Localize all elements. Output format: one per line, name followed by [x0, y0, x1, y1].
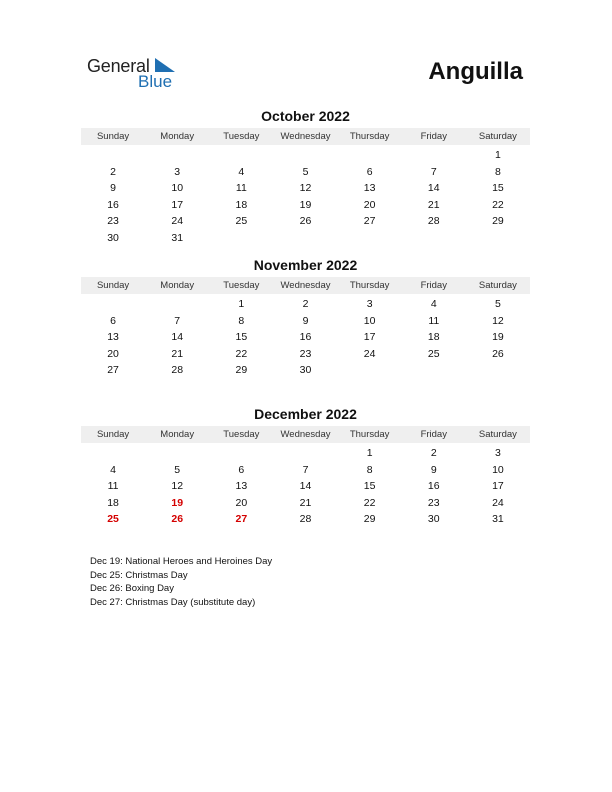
weekday-label: Thursday	[349, 280, 390, 291]
holiday-note: Dec 26: Boxing Day	[90, 583, 174, 595]
week-row	[81, 362, 530, 379]
day-cell: 11	[428, 314, 440, 327]
weekday-label: Thursday	[349, 429, 390, 440]
day-cell: 6	[366, 165, 373, 178]
day-cell: 13	[107, 331, 119, 344]
month-title: December 2022	[254, 406, 357, 422]
week-row	[81, 329, 530, 346]
weekday-label: Tuesday	[223, 280, 260, 291]
day-cell	[466, 230, 530, 247]
holiday-note: Dec 19: National Heroes and Heroines Day	[90, 556, 273, 567]
day-cell: 2	[430, 447, 437, 459]
day-cell: 30	[107, 231, 119, 244]
day-cell: 23	[299, 347, 312, 360]
day-cell: 27	[235, 513, 248, 526]
week-row	[81, 180, 530, 197]
week-row	[81, 445, 530, 462]
day-cell: 23	[427, 496, 440, 509]
day-cell: 26	[492, 347, 504, 360]
day-cell: 18	[235, 198, 248, 211]
day-cell: 13	[363, 182, 376, 195]
day-cell: 26	[299, 215, 312, 228]
day-cell: 2	[302, 298, 309, 310]
day-cell: 1	[238, 298, 245, 310]
day-cell: 8	[366, 463, 373, 476]
day-cell: 12	[171, 480, 184, 493]
day-cell	[145, 296, 209, 313]
day-cell: 24	[171, 215, 184, 228]
day-cell: 6	[238, 463, 245, 476]
day-cell: 27	[363, 215, 376, 228]
day-cell: 8	[494, 165, 501, 178]
week-row	[81, 197, 530, 214]
country-title: Anguilla	[428, 58, 523, 85]
day-cell: 31	[171, 231, 184, 244]
day-cell: 3	[494, 447, 501, 459]
weekday-label: Tuesday	[223, 429, 260, 440]
day-cell	[402, 230, 466, 247]
day-cell: 14	[299, 480, 312, 493]
weekday-label: Wednesday	[280, 280, 331, 291]
day-cell: 20	[363, 198, 376, 211]
weekday-header-row	[81, 128, 530, 145]
day-cell: 12	[492, 314, 504, 327]
day-cell: 17	[171, 198, 184, 211]
day-cell: 28	[299, 513, 312, 526]
day-cell	[466, 362, 530, 379]
day-cell	[209, 230, 273, 247]
logo-triangle-icon	[153, 58, 175, 72]
day-cell: 9	[110, 182, 116, 195]
day-cell: 30	[427, 513, 440, 526]
day-cell: 29	[492, 215, 504, 228]
week-row	[81, 213, 530, 230]
day-cell	[145, 445, 209, 462]
day-cell: 18	[427, 331, 440, 344]
day-cell: 21	[299, 496, 312, 509]
day-cell: 31	[492, 513, 504, 526]
day-cell: 14	[427, 182, 440, 195]
day-cell: 3	[366, 298, 373, 310]
day-cell: 11	[235, 182, 247, 195]
month-calendar	[81, 107, 530, 247]
logo-text-general: General	[87, 56, 150, 76]
day-cell: 29	[235, 364, 248, 377]
weekday-header-row	[81, 277, 530, 294]
day-cell: 4	[238, 165, 245, 178]
day-cell: 10	[492, 463, 504, 476]
day-cell: 22	[363, 496, 376, 509]
day-cell: 10	[363, 314, 376, 327]
day-cell: 9	[302, 314, 309, 327]
weekday-header-row	[81, 426, 530, 443]
week-row	[81, 147, 530, 164]
weekday-label: Sunday	[96, 131, 130, 142]
day-cell: 18	[107, 496, 119, 509]
week-row	[81, 164, 530, 181]
day-cell: 12	[299, 182, 312, 195]
week-row	[81, 495, 530, 512]
day-cell	[209, 147, 273, 164]
week-row	[81, 296, 530, 313]
day-cell: 30	[299, 364, 312, 377]
day-cell: 19	[299, 198, 312, 211]
week-row	[81, 230, 530, 247]
day-cell: 29	[363, 513, 376, 526]
day-cell	[81, 147, 145, 164]
day-cell: 16	[107, 198, 119, 211]
day-cell: 17	[363, 331, 376, 344]
weekday-label: Sunday	[96, 280, 130, 291]
day-cell: 19	[171, 496, 184, 509]
day-cell	[81, 445, 145, 462]
day-cell: 7	[302, 463, 309, 476]
weekday-label: Saturday	[478, 280, 517, 291]
day-cell: 11	[107, 480, 119, 493]
weekday-label: Friday	[420, 429, 447, 440]
day-cell	[273, 147, 337, 164]
day-cell: 23	[107, 215, 119, 228]
day-cell: 4	[110, 463, 116, 476]
day-cell: 5	[302, 165, 309, 178]
week-row	[81, 346, 530, 363]
day-cell	[402, 362, 466, 379]
day-cell	[273, 230, 337, 247]
day-cell: 1	[366, 447, 373, 459]
day-cell	[402, 147, 466, 164]
weekday-label: Thursday	[349, 131, 390, 142]
day-cell	[273, 445, 337, 462]
day-cell: 13	[235, 480, 248, 493]
day-cell: 10	[171, 182, 184, 195]
day-cell: 20	[107, 347, 119, 360]
weekday-label: Saturday	[478, 429, 517, 440]
weekday-label: Friday	[420, 131, 447, 142]
day-cell: 25	[427, 347, 440, 360]
day-cell: 15	[492, 182, 504, 195]
day-cell: 20	[235, 496, 248, 509]
day-cell: 24	[363, 347, 376, 360]
week-row	[81, 478, 530, 495]
day-cell	[338, 147, 402, 164]
day-cell: 22	[492, 198, 504, 211]
day-cell: 1	[494, 149, 501, 161]
month-title: October 2022	[261, 108, 350, 124]
day-cell: 9	[430, 463, 437, 476]
logo-text-blue: Blue	[138, 72, 173, 91]
day-cell: 7	[174, 314, 181, 327]
day-cell: 7	[430, 165, 437, 178]
day-cell: 27	[107, 364, 119, 377]
holiday-note: Dec 25: Christmas Day	[90, 569, 188, 581]
day-cell: 5	[174, 463, 181, 476]
day-cell: 16	[299, 331, 312, 344]
day-cell: 5	[494, 298, 501, 310]
weekday-label: Sunday	[96, 429, 130, 440]
day-cell: 28	[171, 364, 184, 377]
day-cell: 8	[238, 314, 245, 327]
weekday-label: Saturday	[478, 131, 517, 142]
day-cell: 4	[430, 298, 437, 310]
day-cell: 14	[171, 331, 184, 344]
day-cell: 25	[235, 215, 248, 228]
weekday-label: Wednesday	[280, 429, 331, 440]
weekday-label: Friday	[420, 280, 447, 291]
day-cell: 19	[492, 331, 504, 344]
day-cell	[338, 230, 402, 247]
weekday-label: Tuesday	[223, 131, 260, 142]
weekday-label: Monday	[160, 280, 195, 291]
day-cell: 24	[492, 496, 504, 509]
day-cell: 15	[235, 331, 248, 344]
day-cell: 16	[427, 480, 440, 493]
day-cell	[209, 445, 273, 462]
week-row	[81, 511, 530, 528]
day-cell: 22	[235, 347, 248, 360]
day-cell: 25	[107, 513, 119, 526]
day-cell: 15	[363, 480, 376, 493]
weekday-label: Monday	[160, 429, 195, 440]
month-calendar	[81, 256, 530, 379]
day-cell	[338, 362, 402, 379]
day-cell: 21	[171, 347, 184, 360]
day-cell: 26	[171, 513, 184, 526]
day-cell: 17	[492, 480, 504, 493]
day-cell	[81, 296, 145, 313]
holiday-note: Dec 27: Christmas Day (substitute day)	[90, 597, 256, 609]
week-row	[81, 462, 530, 479]
month-title: November 2022	[253, 257, 358, 273]
day-cell	[145, 147, 209, 164]
weekday-label: Monday	[160, 131, 195, 142]
week-row	[81, 313, 530, 330]
holiday-notes	[90, 555, 272, 610]
day-cell: 6	[110, 314, 116, 327]
weekday-label: Wednesday	[280, 131, 331, 142]
day-cell: 21	[427, 198, 440, 211]
day-cell: 2	[110, 165, 116, 178]
day-cell: 3	[174, 165, 181, 178]
generalblue-logo	[87, 56, 187, 92]
month-calendar	[81, 405, 530, 528]
day-cell: 28	[427, 215, 440, 228]
